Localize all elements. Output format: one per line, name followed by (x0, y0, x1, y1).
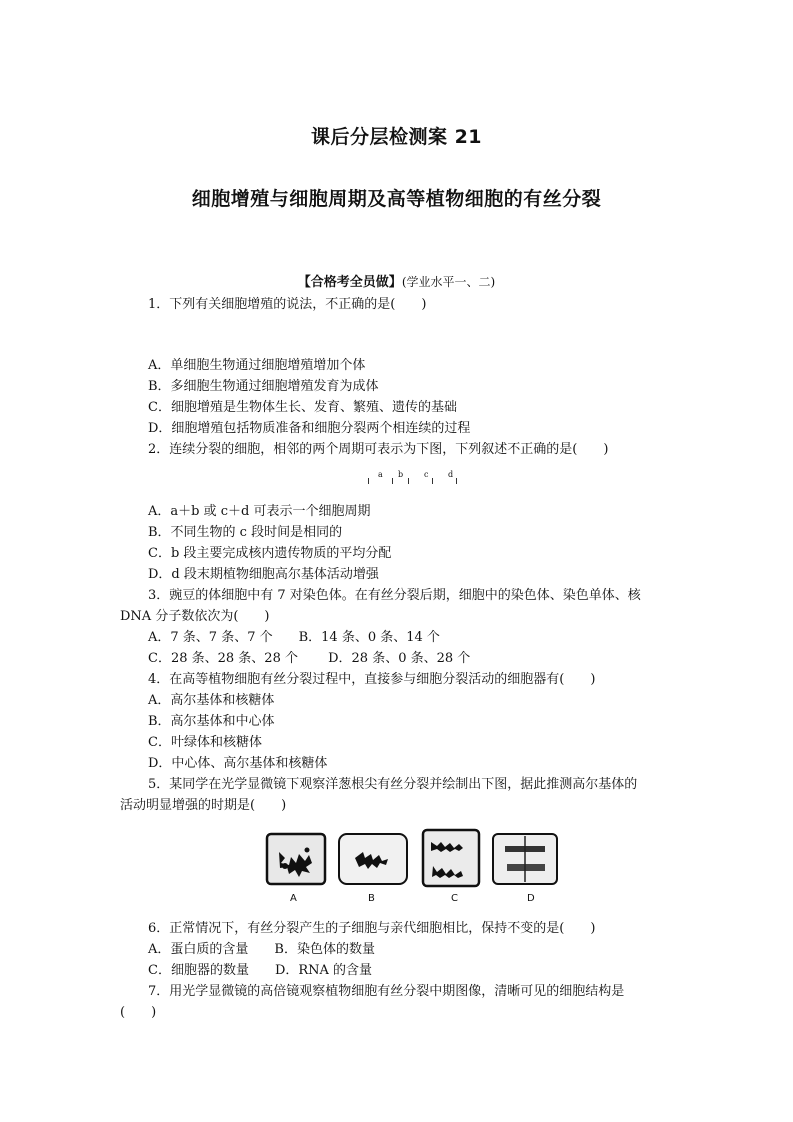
segment-label-d: d (448, 470, 454, 479)
q1-option-c: C．细胞增殖是生物体生长、发育、繁殖、遗传的基础 (148, 400, 457, 415)
q3-stem-line2: DNA 分子数依次为( ) (120, 609, 270, 624)
q1-stem: 1．下列有关细胞增殖的说法，不正确的是( ) (148, 297, 427, 312)
q2-option-b: B．不同生物的 c 段时间是相同的 (148, 525, 343, 540)
figure-label-c: C (451, 893, 458, 904)
section-label: 【合格考全员做】 (297, 275, 402, 290)
page-subtitle: 细胞增殖与细胞周期及高等植物细胞的有丝分裂 (191, 188, 602, 210)
q5-stem-line1: 5．某同学在光学显微镜下观察洋葱根尖有丝分裂并绘制出下图，据此推测高尔基体的 (148, 777, 638, 792)
q3-options-row1: A．7 条、7 条、7 个 B．14 条、0 条、14 个 (148, 630, 440, 645)
segment-label-a: a (378, 470, 383, 479)
q2-option-d: D．d 段末期植物细胞高尔基体活动增强 (148, 567, 379, 582)
figure-label-a: A (290, 893, 297, 904)
cell-c-drawing (423, 830, 479, 886)
page-title: 课后分层检测案 21 (310, 126, 483, 148)
q1-option-d: D．细胞增殖包括物质准备和细胞分裂两个相连续的过程 (148, 421, 471, 436)
q2-stem: 2．连续分裂的细胞，相邻的两个周期可表示为下图，下列叙述不正确的是( ) (148, 442, 609, 457)
q6-stem: 6．正常情况下，有丝分裂产生的子细胞与亲代细胞相比，保持不变的是( ) (148, 921, 596, 936)
q2-option-a: A．a＋b 或 c＋d 可表示一个细胞周期 (148, 504, 371, 519)
q4-option-d: D．中心体、高尔基体和核糖体 (148, 756, 328, 771)
cell-d-drawing (493, 834, 557, 884)
q7-stem-line1: 7．用光学显微镜的高倍镜观察植物细胞有丝分裂中期图像，清晰可见的细胞结构是 (148, 984, 625, 999)
figure-label-b: B (368, 893, 375, 904)
segment-label-b: b (398, 470, 404, 479)
cell-cycle-diagram (368, 470, 468, 492)
q1-option-a: A．单细胞生物通过细胞增殖增加个体 (148, 358, 366, 373)
q6-options-row1: A．蛋白质的含量 B．染色体的数量 (148, 942, 375, 957)
q1-option-b: B．多细胞生物通过细胞增殖发育为成体 (148, 379, 379, 394)
q4-stem: 4．在高等植物细胞有丝分裂过程中，直接参与细胞分裂活动的细胞器有( ) (148, 672, 596, 687)
section-header (0, 273, 793, 292)
q7-stem-line2: ( ) (120, 1005, 157, 1020)
q4-option-c: C．叶绿体和核糖体 (148, 735, 262, 750)
mitosis-figure (263, 828, 563, 908)
q3-options-row2: C．28 条、28 条、28 个 D．28 条、0 条、28 个 (148, 651, 471, 666)
cell-b-drawing (339, 834, 407, 884)
segment-label-c: c (424, 470, 429, 479)
figure-label-d: D (527, 893, 535, 904)
q6-options-row2: C．细胞器的数量 D．RNA 的含量 (148, 963, 373, 978)
q5-stem-line2: 活动明显增强的时期是( ) (120, 798, 287, 813)
q4-option-a: A．高尔基体和核糖体 (148, 693, 275, 708)
section-note: (学业水平一、二) (401, 275, 496, 289)
cell-a-drawing (267, 834, 325, 884)
q4-option-b: B．高尔基体和中心体 (148, 714, 275, 729)
q2-option-c: C．b 段主要完成核内遗传物质的平均分配 (148, 546, 392, 561)
q3-stem-line1: 3．豌豆的体细胞中有 7 对染色体。在有丝分裂后期，细胞中的染色体、染色单体、核 (148, 588, 641, 603)
